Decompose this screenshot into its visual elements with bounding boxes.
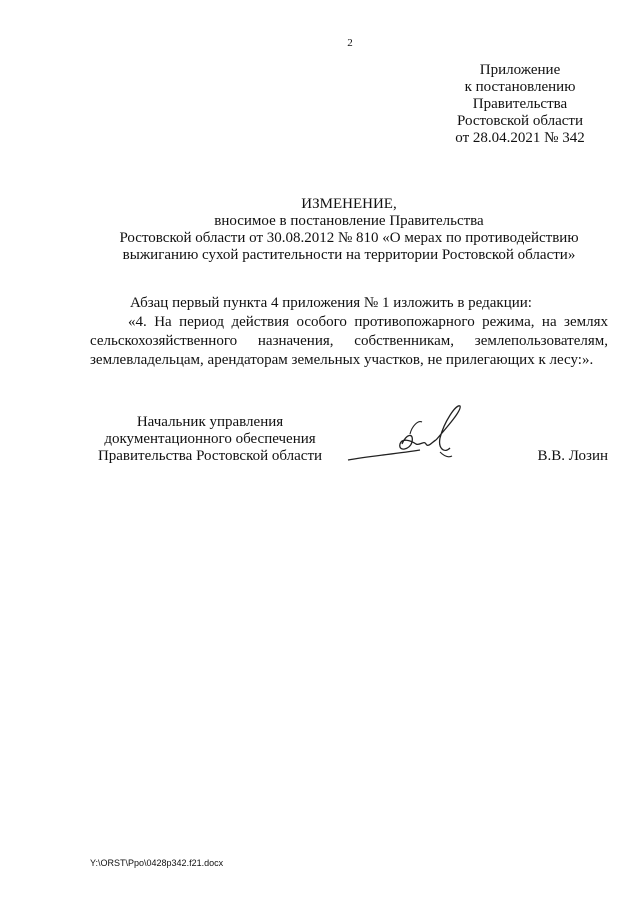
appendix-header	[440, 62, 600, 147]
signer-name: В.В. Лозин	[537, 448, 608, 464]
handwritten-signature-icon	[340, 404, 470, 474]
appendix-line: Приложение	[479, 62, 561, 78]
body-intro-paragraph: Абзац первый пункта 4 приложения № 1 изложить в редакции:	[130, 295, 532, 311]
body-quote-paragraph: «4. На период действия особого противопожарного режима, на землях сельскохозяйственного назначения, собственникам, землепользователям, землевладельцам, арендаторам земельных участков, не прилегающих к лесу:».	[90, 314, 608, 368]
appendix-line: к постановлению	[464, 79, 576, 95]
title-line: вносимое в постановление Правительства	[214, 213, 484, 229]
title-line: выжиганию сухой растительности на территории Ростовской области»	[122, 247, 576, 263]
file-path-footer: Y:\ORST\Ppo\0428p342.f21.docx	[90, 858, 224, 868]
signature-block	[90, 414, 608, 474]
document-body	[90, 294, 608, 370]
document-title	[90, 196, 608, 264]
title-line: Ростовской области от 30.08.2012 № 810 «О мерах по противодействию	[119, 230, 579, 246]
appendix-line: от 28.04.2021 № 342	[455, 130, 585, 146]
signer-position-line: Правительства Ростовской области	[97, 448, 323, 464]
signer-position-line: документационного обеспечения	[104, 431, 316, 447]
title-heading: ИЗМЕНЕНИЕ,	[301, 196, 397, 212]
appendix-line: Ростовской области	[457, 113, 583, 129]
appendix-line: Правительства	[472, 96, 568, 112]
page-number: 2	[347, 37, 353, 49]
signer-position-line: Начальник управления	[136, 414, 284, 430]
signer-position	[90, 414, 330, 465]
